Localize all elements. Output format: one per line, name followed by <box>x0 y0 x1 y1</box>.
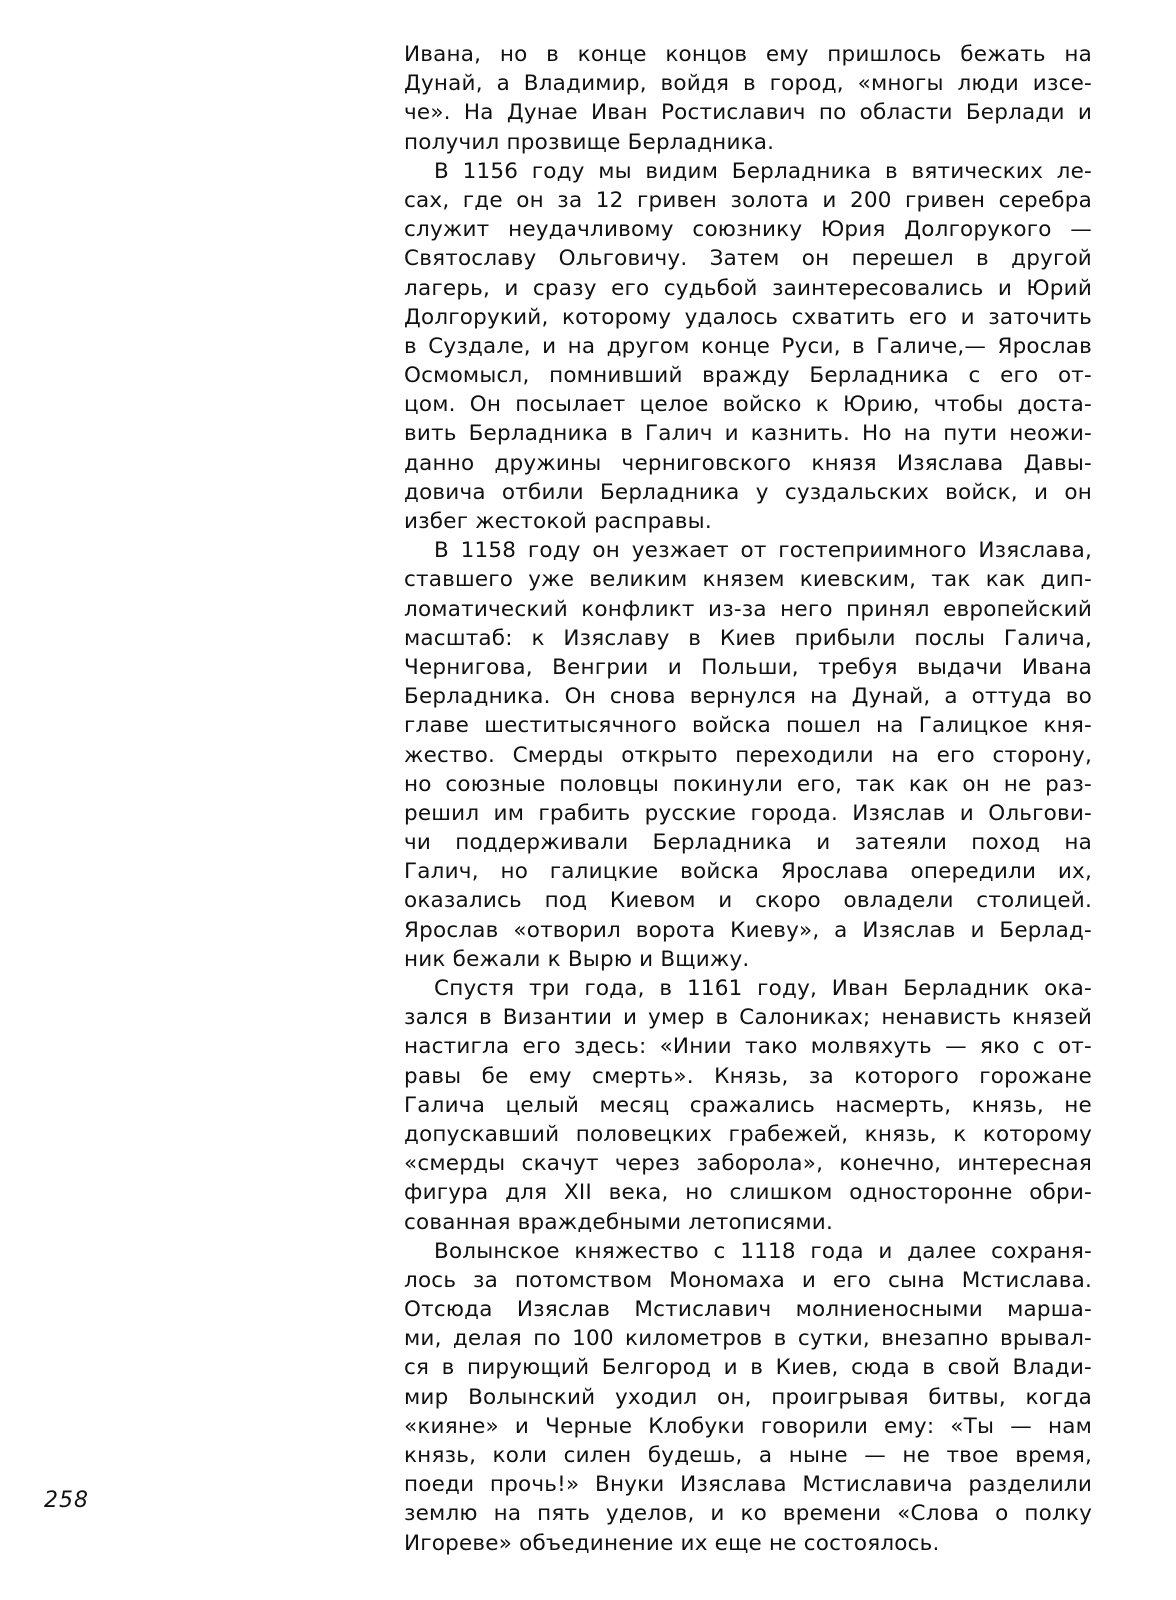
text-line: В 1156 году мы видим Берладника в вятических ле- <box>434 158 1092 184</box>
text-line: Святославу Ольговичу. Затем он перешел в другой <box>404 246 1092 272</box>
text-line: чи поддерживали Берладника и затеяли поход на <box>404 830 1092 856</box>
text-line: равы бе ему смерть». Князь, за которого горожане <box>404 1063 1092 1089</box>
text-line: мир Волынский уходил он, проигрывая битвы, когда <box>404 1384 1092 1410</box>
text-line: ми, делая по 100 километров в сутки, внезапно врывал- <box>404 1326 1092 1352</box>
text-line: вить Берладника в Галич и казнить. Но на пути неожи- <box>404 421 1092 447</box>
text-line: Галича целый месяц сражались насмерть, князь, не <box>404 1092 1092 1118</box>
text-line: зался в Византии и умер в Салониках; ненависть князей <box>404 1005 1092 1031</box>
text-line: цом. Он посылает целое войско к Юрию, чтобы доста- <box>404 392 1092 418</box>
text-line: ломатический конфликт из-за него принял европейский <box>404 596 1092 622</box>
paragraph <box>404 1237 1092 1558</box>
text-line: землю на пять уделов, и ко времени «Слова о полку <box>404 1501 1092 1527</box>
text-line: лось за потомством Мономаха и его сына Мстислава. <box>404 1267 1092 1293</box>
text-line: сованная враждебными летописями. <box>404 1209 834 1235</box>
text-line: лагерь, и сразу его судьбой заинтересовались и Юрий <box>404 275 1092 301</box>
text-line: Ивана, но в конце концов ему пришлось бежать на <box>404 42 1092 67</box>
paragraph <box>404 40 1092 157</box>
text-line: Волынское княжество с 1118 года и далее сохраня- <box>434 1238 1092 1264</box>
text-line: Дунай, а Владимир, войдя в город, «многы люди изсе- <box>404 71 1092 97</box>
text-line: ник бежали к Вырю и Вщижу. <box>404 946 750 972</box>
text-line: оказались под Киевом и скоро овладели столицей. <box>404 888 1092 914</box>
text-line: в Суздале, и на другом конце Руси, в Галиче,— Ярослав <box>404 333 1092 359</box>
text-line: довича отбили Берладника у суздальских войск, и он <box>404 479 1092 505</box>
text-line: Отсюда Изяслав Мстиславич молниеносными марша- <box>404 1297 1092 1323</box>
text-line: Осмомысл, помнивший вражду Берладника с его от- <box>404 363 1092 389</box>
text-line: решил им грабить русские города. Изяслав и Ольгови- <box>404 800 1092 826</box>
text-line: Спустя три года, в 1161 году, Иван Берладник ока- <box>434 976 1092 1001</box>
text-line: главе шеститысячного войска пошел на Галицкое кня- <box>404 713 1092 739</box>
text-line: ставшего уже великим князем киевским, так как дип- <box>404 567 1092 593</box>
text-line: «смерды скачут через заборола», конечно, интересная <box>404 1151 1092 1177</box>
page-number: 258 <box>44 1488 89 1513</box>
text-line: фигура для XII века, но слишком односторонне обри- <box>404 1180 1092 1206</box>
text-line: Галич, но галицкие войска Ярослава опередили их, <box>404 859 1092 885</box>
text-line: допускавший половецких грабежей, князь, к которому <box>404 1121 1092 1147</box>
text-line: Игореве» объединение их еще не состоялось. <box>404 1530 940 1556</box>
text-line: Чернигова, Венгрии и Польши, требуя выдачи Ивана <box>404 654 1092 680</box>
text-line: избег жестокой расправы. <box>404 509 712 534</box>
text-line: жество. Смерды открыто переходили на его сторону, <box>404 742 1092 768</box>
text-line: Долгорукий, которому удалось схватить его и заточить <box>404 304 1092 330</box>
paragraph <box>404 536 1092 974</box>
text-line: че». На Дунае Иван Ростиславич по области Берлади и <box>404 100 1092 126</box>
text-line: данно дружины черниговского князя Изяслава Давы- <box>404 450 1092 476</box>
text-line: но союзные половцы покинули его, так как он не раз- <box>404 771 1092 797</box>
text-line: поеди прочь!» Внуки Изяслава Мстиславича разделили <box>404 1472 1092 1498</box>
paragraph <box>404 157 1092 536</box>
text-line: масштаб: к Изяславу в Киев прибыли послы Галича, <box>404 625 1092 651</box>
text-line: Берладника. Он снова вернулся на Дунай, а оттуда во <box>404 684 1092 710</box>
text-column <box>404 40 1092 1558</box>
paragraph <box>404 974 1092 1237</box>
text-line: «кияне» и Черные Клобуки говорили ему: «Ты — нам <box>404 1413 1092 1439</box>
text-line: Ярослав «отворил ворота Киеву», а Изяслав и Берлад- <box>404 917 1092 943</box>
text-line: получил прозвище Берладника. <box>404 129 775 155</box>
text-line: В 1158 году он уезжает от гостеприимного Изяслава, <box>434 538 1092 564</box>
text-line: князь, коли силен будешь, а ныне — не твое время, <box>404 1443 1092 1468</box>
text-line: настигла его здесь: «Инии тако молвяхуть — яко с от- <box>404 1034 1092 1060</box>
text-line: служит неудачливому союзнику Юрия Долгорукого — <box>404 217 1092 243</box>
text-line: сах, где он за 12 гривен золота и 200 гривен серебра <box>404 187 1092 213</box>
text-line: ся в пирующий Белгород и в Киев, сюда в свой Влади- <box>404 1355 1092 1381</box>
